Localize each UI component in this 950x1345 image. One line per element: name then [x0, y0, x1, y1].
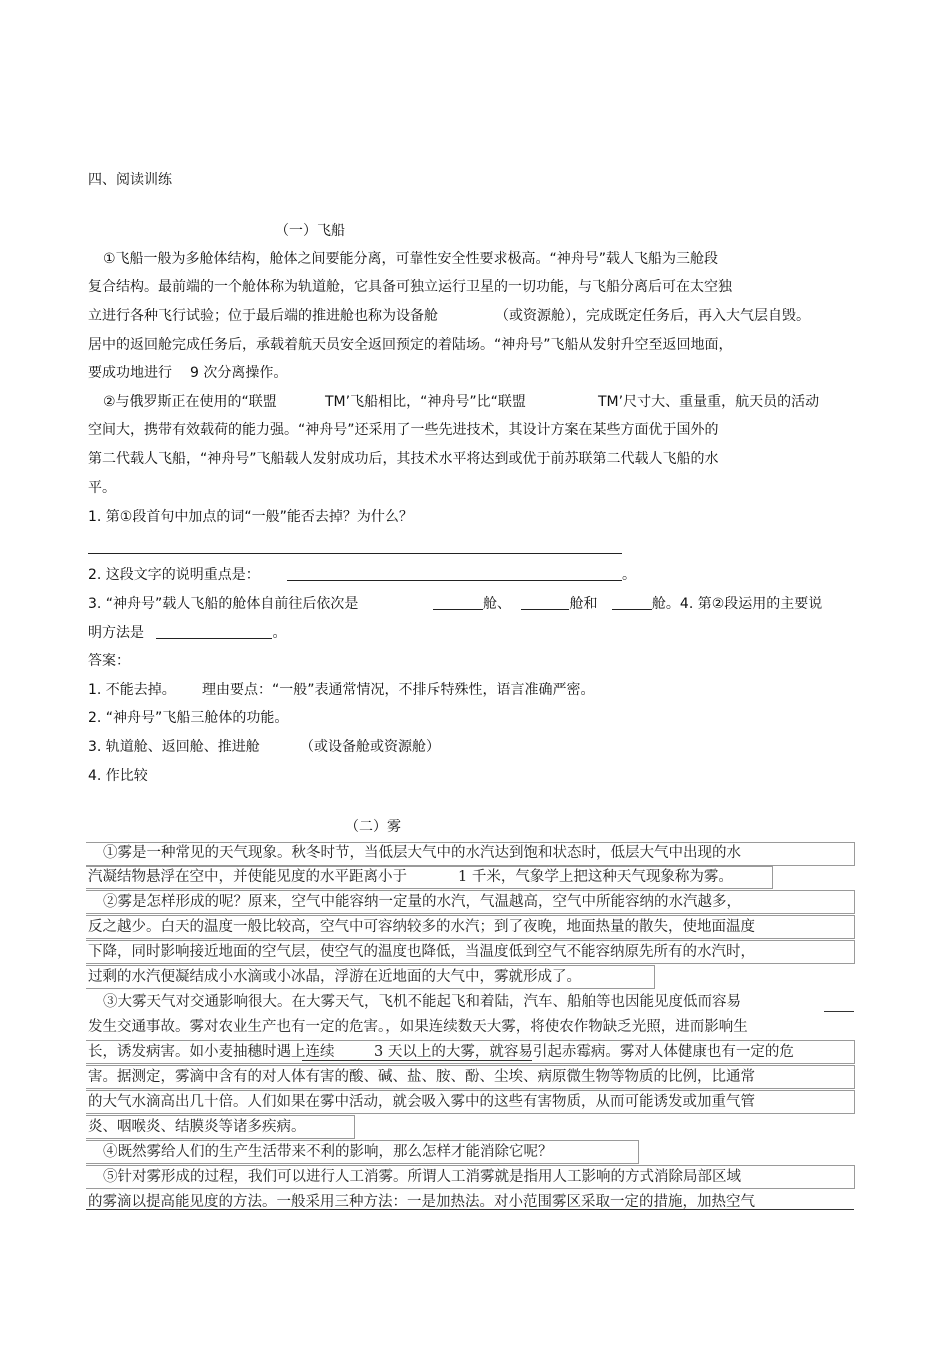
fog-line-8: 发生交通事故。雾对农业生产也有一定的危害。，如果连续数天大雾，将使农作物缺乏光照，进而影响生	[88, 1019, 748, 1035]
fog-line-13: ④既然雾给人们的生产生活带来不利的影响，那么怎样才能消除它呢？	[103, 1144, 553, 1160]
section-title: 四、阅读训练	[88, 172, 172, 188]
question-4	[88, 624, 286, 642]
answer-2: 2. “神舟号”飞船三舱体的功能。	[88, 710, 289, 726]
fog-line-3: ②雾是怎样形成的呢？原来，空气中能容纳一定量的水汽，气温越高，空气中所能容纳的水汽越多，	[103, 894, 741, 910]
fog-line-15: 的雾滴以提高能见度的方法。一般采用三种方法：一是加热法。对小范围雾区采取一定的措施，加热空气	[88, 1194, 755, 1210]
question-4-end: 。	[272, 625, 287, 641]
margin-mark	[824, 1011, 854, 1012]
answer-3a: 3. 轨道舱、返回舱、推进舱	[88, 739, 260, 755]
part2-title: （二）雾	[345, 819, 401, 835]
fog-line-14: ⑤针对雾形成的过程，我们可以进行人工消雾。所谓人工消雾就是指用人工影响的方式消除局部区域	[103, 1169, 741, 1185]
fog-line-1: ①雾是一种常见的天气现象。秋冬时节，当低层大气中的水汽达到饱和状态时，低层大气中出现的水	[103, 845, 741, 861]
fog-line-9b: 3 天以上的大雾，就容易引起赤霉病。雾对人体健康也有一定的危	[374, 1044, 794, 1060]
answer-3b: （或设备舱或资源舱）	[300, 739, 440, 755]
answer-line-q1[interactable]	[88, 553, 622, 554]
blank-q2[interactable]	[287, 566, 622, 581]
answer-1a: 1. 不能去掉。	[88, 682, 176, 698]
blank-q3-2[interactable]	[521, 595, 569, 610]
question-4-text: 明方法是	[88, 625, 144, 641]
question-3-text-a: 3. “神舟号”载人飞船的舱体自前往后依次是	[88, 596, 359, 612]
answer-label: 答案：	[88, 653, 130, 669]
question-3-text-d: 舱。4. 第②段运用的主要说	[651, 596, 823, 612]
blank-q3-1[interactable]	[433, 595, 483, 610]
fog-line-12: 炎、咽喉炎、结膜炎等诸多疾病。	[88, 1119, 306, 1135]
fog-line-6: 过剩的水汽便凝结成小水滴或小冰晶，浮游在近地面的大气中，雾就形成了。	[88, 969, 581, 985]
blank-q3-3[interactable]	[612, 595, 652, 610]
fog-line-7: ③大雾天气对交通影响很大。在大雾天气，飞机不能起飞和着陆，汽车、船舶等也因能见度低而容易	[103, 994, 741, 1010]
p1-line-5a: 要成功地进行	[88, 365, 172, 381]
question-2-end: 。	[622, 567, 636, 583]
p2-line-2: 空间大，携带有效载荷的能力强。“神舟号”还采用了一些先进技术，其设计方案在某些方面优于国外的	[88, 422, 719, 438]
p2-line-1a: ②与俄罗斯正在使用的“联盟	[103, 394, 277, 410]
p1-line-3b: （或资源舱），完成既定任务后，再入大气层自毁。	[495, 308, 810, 324]
answer-4: 4. 作比较	[88, 768, 148, 784]
question-3-text-b: 舱、	[483, 596, 511, 612]
p1-line-5b: 9 次分离操作。	[190, 365, 288, 381]
blank-q4[interactable]	[156, 624, 272, 639]
p2-line-1c: TM’尺寸大、重量重，航天员的活动	[598, 394, 820, 410]
answer-1b: 理由要点：“一般”表通常情况，不排斥特殊性，语言准确严密。	[202, 682, 595, 698]
fog-line-2b: 1 千米，气象学上把这种天气现象称为雾。	[458, 869, 733, 885]
fog-line-11: 的大气水滴高出几十倍。人们如果在雾中活动，就会吸入雾中的这些有害物质，从而可能诱发或加重气管	[88, 1094, 755, 1110]
p2-line-1b: TM’飞船相比，“神舟号”比“联盟	[325, 394, 526, 410]
question-1: 1. 第①段首句中加点的词“一般”能否去掉？为什么？	[88, 509, 413, 525]
p1-line-3a: 立进行各种飞行试验；位于最后端的推进舱也称为设备舱	[88, 308, 438, 324]
p1-line-1: ①飞船一般为多舱体结构，舱体之间要能分离，可靠性安全性要求极高。“神舟号”载人飞船为三舱段	[103, 251, 719, 267]
p1-line-4: 居中的返回舱完成任务后，承载着航天员安全返回预定的着陆场。“神舟号”飞船从发射升空至返回地面，	[88, 337, 733, 353]
p2-line-3: 第二代载人飞船，“神舟号”飞船载人发射成功后，其技术水平将达到或优于前苏联第二代载人飞船的水	[88, 451, 719, 467]
fog-line-4: 反之越少。白天的温度一般比较高，空气中可容纳较多的水汽；到了夜晚，地面热量的散失，使地面温度	[88, 919, 755, 935]
p2-line-4: 平。	[88, 480, 116, 496]
fog-line-9a: 长，诱发病害。如小麦抽穗时遇上连续	[88, 1044, 335, 1060]
question-2: 2. 这段文字的说明重点是：	[88, 567, 260, 583]
fog-line-10: 害。据测定，雾滴中含有的对人体有害的酸、碱、盐、胺、酚、尘埃、病原微生物等物质的比例，比通常	[88, 1069, 755, 1085]
part1-title: （一）飞船	[275, 223, 345, 239]
fog-line-5: 下降，同时影响接近地面的空气层，使空气的温度也降低，当温度低到空气不能容纳原先所有的水汽时，	[88, 944, 755, 960]
p1-line-2: 复合结构。最前端的一个舱体称为轨道舱，它具备可独立运行卫星的一切功能，与飞船分离后可在太空独	[88, 279, 732, 295]
fog-line-2a: 汽凝结物悬浮在空中，并使能见度的水平距离小于	[88, 869, 407, 885]
question-3-text-c: 舱和	[569, 596, 598, 612]
question-3	[88, 595, 358, 613]
